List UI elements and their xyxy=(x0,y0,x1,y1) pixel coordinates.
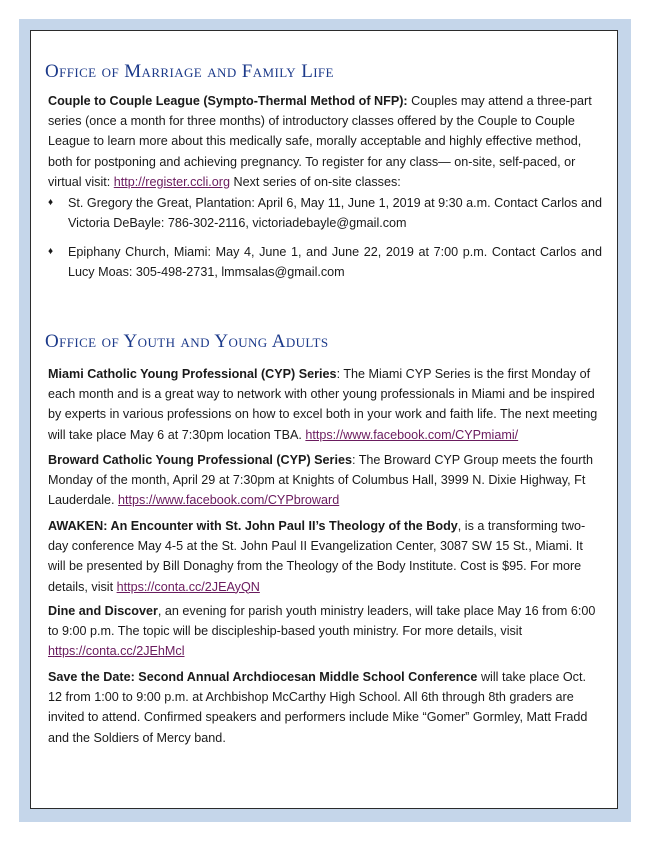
list-item xyxy=(48,242,602,282)
cyp-miami-link[interactable]: https://www.facebook.com/CYPmiami/ xyxy=(305,427,519,442)
youth-item xyxy=(48,516,602,597)
diamond-bullet-icon: ♦ xyxy=(48,246,54,257)
youth-item xyxy=(48,364,602,445)
youth-item xyxy=(48,667,602,748)
youth-item-heading: Dine and Discover xyxy=(48,604,158,618)
ccl-body: Couples may attend a three-part series (once a month for three months) of introductory classes offered by the Couple to Couple League to learn more about this medically safe, morally acceptable and highly effective method, both for postponing and achieving pregnancy. To register for any class— on-site, self-paced, or virtual visit: xyxy=(48,94,592,189)
list-item xyxy=(48,193,602,233)
page-border-frame xyxy=(19,19,631,822)
youth-item xyxy=(48,450,602,511)
ccl-paragraph xyxy=(48,91,602,192)
youth-item-body: , an evening for parish youth ministry leaders, will take place May 16 from 6:00 to 9:00 p.m. The topic will be discipleship-based youth ministry. For more details, visit xyxy=(48,604,596,639)
youth-item-heading: Miami Catholic Young Professional (CYP) Series xyxy=(48,367,337,381)
youth-item-body: , is a transforming two-day conference May 4-5 at the St. John Paul II Evangelization Center, 3087 SW 15 St., Miami. It will be presented by Bill Donaghy from the Theology of the Body Institute. Cost is $95. For more details, visit xyxy=(48,519,586,594)
youth-item-body: will take place Oct. 12 from 1:00 to 9:00 p.m. at Archbishop McCarthy High School. All 6th through 8th graders are invited to attend. Confirmed speakers and performers include Mike “Gomer” Gormley, Matt Fradd and the Soldiers of Mercy band. xyxy=(48,670,588,745)
dine-discover-link[interactable]: https://conta.cc/2JEhMcl xyxy=(48,644,185,659)
youth-item-heading: Broward Catholic Young Professional (CYP) Series xyxy=(48,453,352,467)
youth-item-body: : The Miami CYP Series is the first Monday of each month and is a great way to network with other young professionals in Miami and be inspired by experts in various professions on how to excel both in your work and faith life. The next meeting will take place May 6 at 7:30pm location TBA. xyxy=(48,367,598,442)
diamond-bullet-icon: ♦ xyxy=(48,197,54,208)
ccl-tail: Next series of on-site classes: xyxy=(229,174,401,189)
youth-item-body: : The Broward CYP Group meets the fourth Monday of the month, April 29 at 7:30pm at Knights of Columbus Hall, 3999 N. Dixie Highway, Ft Lauderdale. xyxy=(48,453,593,508)
awaken-link[interactable]: https://conta.cc/2JEAyQN xyxy=(116,579,260,594)
cyp-broward-link[interactable]: https://www.facebook.com/CYPbroward xyxy=(118,493,340,508)
marriage-section-title: Office of Marriage and Family Life xyxy=(45,61,334,82)
youth-item xyxy=(48,601,602,662)
ccl-register-link[interactable]: http://register.ccli.org xyxy=(113,174,230,189)
list-item-text: St. Gregory the Great, Plantation: April 6, May 11, June 1, 2019 at 9:30 a.m. Contact Carlos and Victoria DeBayle: 786-302-2116, victoriadebayle@gmail.com xyxy=(68,196,602,231)
page-content xyxy=(30,30,618,809)
youth-item-heading: Save the Date: Second Annual Archdiocesan Middle School Conference xyxy=(48,670,478,684)
youth-section-title: Office of Youth and Young Adults xyxy=(45,331,329,352)
ccl-heading: Couple to Couple League (Sympto-Thermal Method of NFP): xyxy=(48,94,408,108)
list-item-text: Epiphany Church, Miami: May 4, June 1, and June 22, 2019 at 7:00 p.m. Contact Carlos and Lucy Moas: 305-498-2731, lmmsalas@gmail.com xyxy=(68,245,602,280)
youth-item-heading: AWAKEN: An Encounter with St. John Paul II’s Theology of the Body xyxy=(48,519,458,533)
